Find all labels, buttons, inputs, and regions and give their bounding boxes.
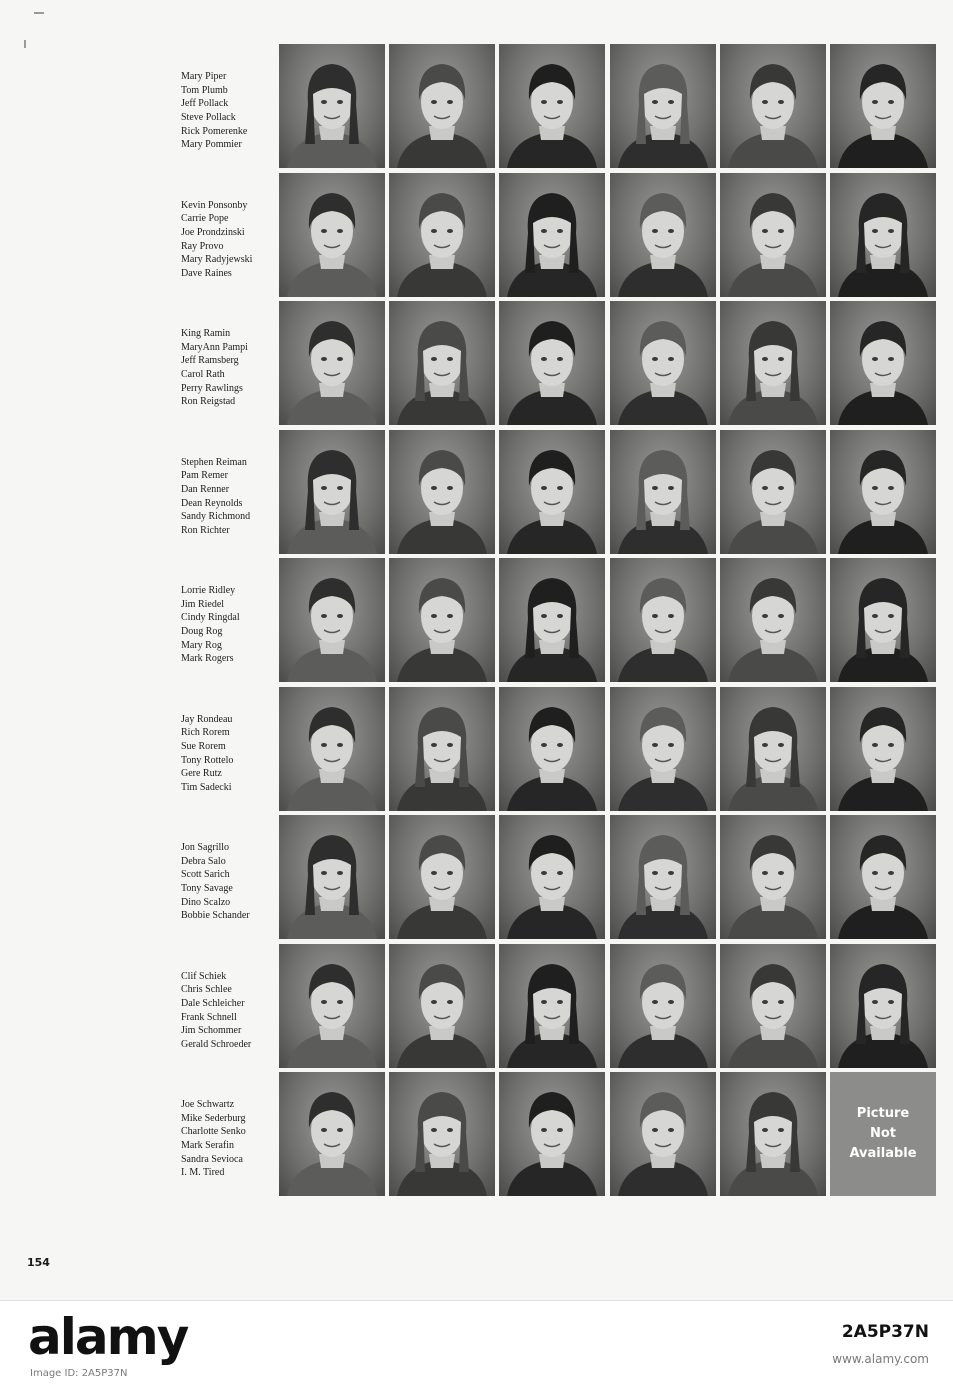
student-portrait xyxy=(610,687,716,811)
student-name: Charlotte Senko xyxy=(181,1126,246,1138)
student-portrait xyxy=(389,301,495,425)
student-portrait xyxy=(279,173,385,297)
student-name: Carrie Pope xyxy=(181,213,229,225)
student-name: Carol Rath xyxy=(181,369,225,381)
placeholder-text: Picture xyxy=(856,1106,910,1121)
student-portrait xyxy=(610,301,716,425)
student-name: Jon Sagrillo xyxy=(181,842,230,853)
student-name: Mark Rogers xyxy=(181,653,234,665)
student-portrait xyxy=(389,944,495,1068)
student-portrait xyxy=(499,173,605,297)
student-name: Ray Provo xyxy=(181,240,224,252)
student-name: Jim Schommer xyxy=(181,1025,242,1037)
student-portrait xyxy=(279,44,385,168)
student-portrait xyxy=(830,815,936,939)
student-portrait xyxy=(279,430,385,554)
student-name: I. M. Tired xyxy=(181,1167,225,1179)
student-portrait xyxy=(499,44,605,168)
student-name: Scott Sarich xyxy=(181,869,230,881)
student-name: Ron Reigstad xyxy=(181,396,236,408)
student-portrait xyxy=(720,558,826,682)
student-portrait xyxy=(279,687,385,811)
student-portrait xyxy=(499,815,605,939)
student-name: Mary Piper xyxy=(181,71,227,82)
student-name: Mike Sederburg xyxy=(181,1112,246,1124)
student-portrait xyxy=(389,815,495,939)
student-name: Doug Rog xyxy=(181,626,223,638)
student-name: MaryAnn Pampi xyxy=(181,341,248,353)
student-portrait xyxy=(610,815,716,939)
student-portrait xyxy=(720,301,826,425)
student-portrait xyxy=(830,944,936,1068)
student-portrait xyxy=(720,1072,826,1196)
student-name: Mark Serafin xyxy=(181,1140,235,1152)
student-name: Mary Radyjewski xyxy=(181,254,253,266)
student-name: Lorrie Ridley xyxy=(181,585,236,596)
student-portrait xyxy=(610,558,716,682)
name-list xyxy=(181,713,276,795)
student-portrait xyxy=(610,944,716,1068)
student-name: Mary Rog xyxy=(181,639,222,651)
student-name: Dave Raines xyxy=(181,267,232,279)
student-name: Kevin Ponsonby xyxy=(181,199,248,211)
student-portrait xyxy=(499,301,605,425)
page-number: 154 xyxy=(27,1256,50,1269)
student-name: Joe Prondzinski xyxy=(181,226,245,238)
student-portrait xyxy=(279,815,385,939)
name-list xyxy=(181,1098,276,1180)
student-name: Sandra Sevioca xyxy=(181,1153,243,1165)
student-portrait xyxy=(499,558,605,682)
student-name: Perry Rawlings xyxy=(181,382,243,394)
student-portrait xyxy=(830,301,936,425)
student-portrait xyxy=(389,430,495,554)
student-name: Debra Salo xyxy=(181,855,226,867)
student-name: Tim Sadecki xyxy=(181,781,232,793)
student-name: Rich Rorem xyxy=(181,727,230,739)
student-portrait xyxy=(279,1072,385,1196)
student-portrait xyxy=(279,558,385,682)
student-portrait xyxy=(830,687,936,811)
student-name: Tony Rottelo xyxy=(181,754,234,766)
student-portrait xyxy=(389,173,495,297)
student-portrait xyxy=(720,944,826,1068)
name-list xyxy=(181,327,276,409)
dust-speck xyxy=(34,12,44,14)
student-name: Jeff Pollack xyxy=(181,98,229,110)
student-name: Chris Schlee xyxy=(181,984,232,996)
student-portrait xyxy=(499,430,605,554)
footer-url: www.alamy.com xyxy=(832,1352,929,1366)
student-name: Sandy Richmond xyxy=(181,511,251,523)
student-name: Dean Reynolds xyxy=(181,497,243,509)
dust-speck xyxy=(24,40,26,48)
placeholder-text: Available xyxy=(849,1146,917,1161)
student-name: Gerald Schroeder xyxy=(181,1038,252,1050)
student-name: Dan Renner xyxy=(181,483,230,495)
student-portrait xyxy=(389,558,495,682)
student-portrait xyxy=(499,687,605,811)
student-name: Dino Scalzo xyxy=(181,896,231,908)
image-id-caption: Image ID: 2A5P37N xyxy=(30,1368,128,1379)
student-name: Dale Schleicher xyxy=(181,997,245,1009)
student-portrait xyxy=(720,44,826,168)
student-portrait xyxy=(610,1072,716,1196)
picture-not-available xyxy=(830,1072,936,1196)
student-name: Pam Remer xyxy=(181,470,228,482)
brand-logo: alamy xyxy=(28,1308,188,1366)
name-list xyxy=(181,70,276,152)
student-portrait xyxy=(720,687,826,811)
student-name: Mary Pommier xyxy=(181,139,242,151)
student-portrait xyxy=(720,815,826,939)
student-portrait xyxy=(279,301,385,425)
student-name: Gere Rutz xyxy=(181,768,222,780)
student-portrait xyxy=(610,173,716,297)
student-name: Rick Pomerenke xyxy=(181,125,248,137)
image-id: 2A5P37N xyxy=(841,1322,929,1342)
student-portrait xyxy=(610,44,716,168)
student-name: Jeff Ramsberg xyxy=(181,355,239,367)
student-name: Jim Riedel xyxy=(181,598,225,610)
student-name: Jay Rondeau xyxy=(181,713,233,725)
student-name: Ron Richter xyxy=(181,524,230,536)
student-portrait xyxy=(499,944,605,1068)
student-portrait xyxy=(610,430,716,554)
name-list xyxy=(181,584,276,666)
student-portrait xyxy=(830,173,936,297)
student-name: Steve Pollack xyxy=(181,112,236,124)
student-name: Bobbie Schander xyxy=(181,910,250,922)
student-portrait xyxy=(389,44,495,168)
student-name: King Ramin xyxy=(181,328,231,339)
name-list xyxy=(181,456,276,538)
student-portrait xyxy=(830,430,936,554)
student-name: Cindy Ringdal xyxy=(181,612,240,624)
student-name: Stephen Reiman xyxy=(181,456,247,468)
name-list xyxy=(181,970,276,1052)
student-portrait xyxy=(279,944,385,1068)
student-portrait xyxy=(389,1072,495,1196)
student-portrait xyxy=(830,44,936,168)
student-portrait xyxy=(720,173,826,297)
student-portrait xyxy=(720,430,826,554)
student-name: Frank Schnell xyxy=(181,1011,237,1023)
student-name: Clif Schiek xyxy=(181,970,227,982)
student-portrait xyxy=(499,1072,605,1196)
placeholder-text: Not xyxy=(869,1126,897,1141)
name-list xyxy=(181,841,276,923)
name-list xyxy=(181,199,276,281)
student-portrait xyxy=(389,687,495,811)
student-name: Tom Plumb xyxy=(181,84,228,96)
student-name: Sue Rorem xyxy=(181,740,226,752)
student-name: Joe Schwartz xyxy=(181,1099,235,1110)
student-portrait xyxy=(830,558,936,682)
student-name: Tony Savage xyxy=(181,883,233,895)
